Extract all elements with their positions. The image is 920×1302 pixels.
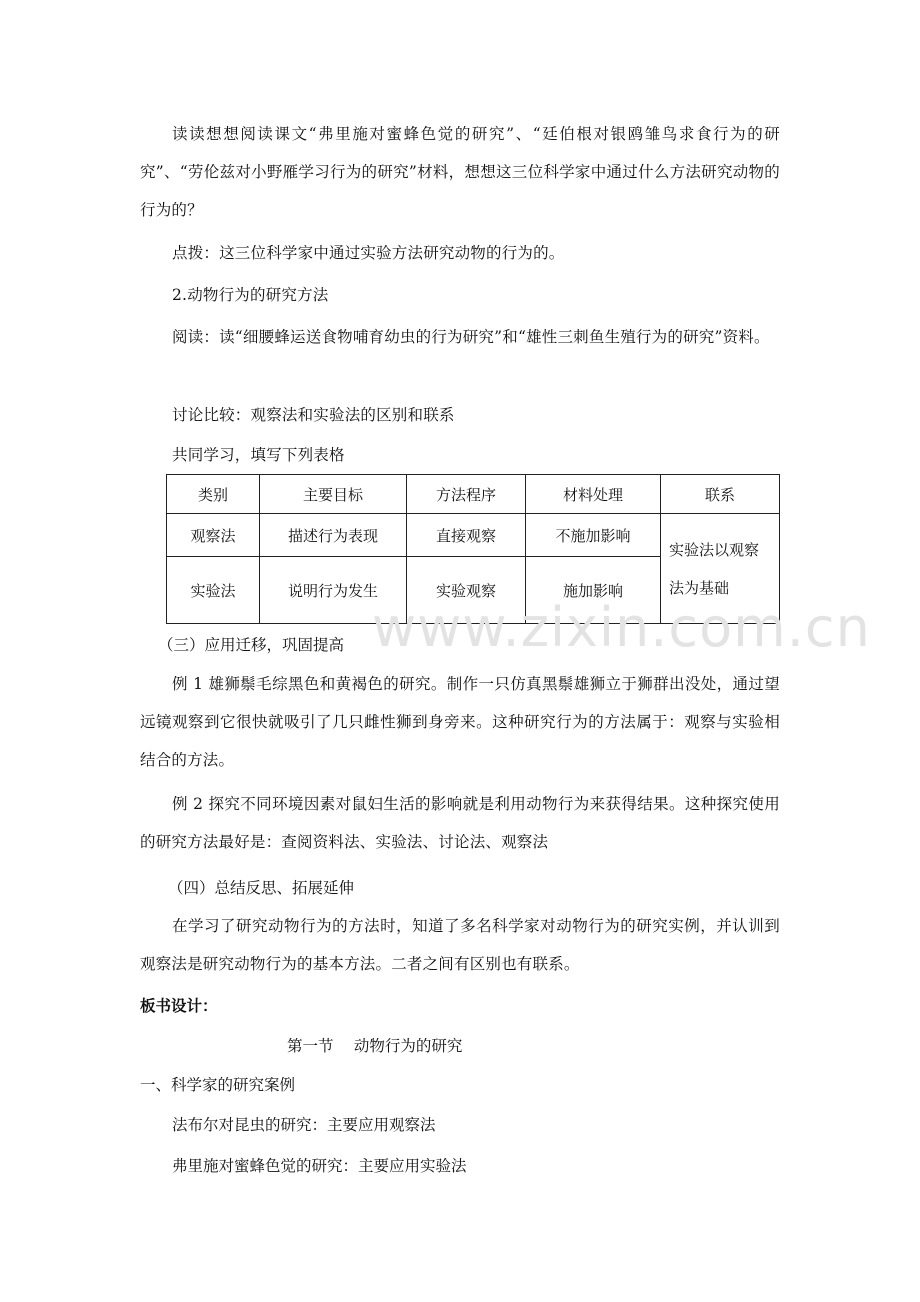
paragraph-example-2: 例 2 探究不同环境因素对鼠妇生活的影响就是利用动物行为来获得结果。这种探究使用的研究方法最好是：查阅资料法、实验法、讨论法、观察法 xyxy=(140,795,780,851)
table-header-cell: 联系 xyxy=(661,475,780,514)
table-cell: 施加影响 xyxy=(526,557,661,624)
paragraph-reading: 阅读：读“细腰蜂运送食物哺育幼虫的行为研究”和“雄性三刺鱼生殖行为的研究”资料。 xyxy=(172,328,770,346)
comparison-table xyxy=(166,474,780,624)
table-cell: 说明行为发生 xyxy=(260,557,407,624)
section-heading-research-methods: 2.动物行为的研究方法 xyxy=(172,286,329,304)
case-item: 法布尔对昆虫的研究：主要应用观察法 xyxy=(172,1116,436,1134)
table-header-cell: 主要目标 xyxy=(260,475,407,514)
table-link-cell: 实验法以观察法为基础 xyxy=(661,514,780,624)
lesson-title: 第一节 动物行为的研究 xyxy=(287,1037,463,1055)
outline-heading: 一、科学家的研究案例 xyxy=(140,1076,296,1094)
table-header-cell: 类别 xyxy=(167,475,260,514)
section-heading-summary: （四）总结反思、拓展延伸 xyxy=(168,879,355,897)
paragraph-example-1: 例 1 雄狮鬃毛综黑色和黄褐色的研究。制作一只仿真黑鬃雄狮立于狮群出没处，通过望远镜观察到它很快就吸引了几只雌性狮到身旁来。这种研究行为的方法属于：观察与实验相结合的方法。 xyxy=(140,675,780,769)
paragraph-read-think: 读读想想阅读课文“弗里施对蜜蜂色觉的研究”、“廷伯根对银鸥雏鸟求食行为的研究”、“劳伦兹对小野雁学习行为的研究”材料，想想这三位科学家中通过什么方法研究动物的行为的？ xyxy=(140,125,780,219)
table-cell: 描述行为表现 xyxy=(260,514,407,557)
table-row xyxy=(167,514,780,557)
table-cell: 直接观察 xyxy=(407,514,526,557)
table-cell: 不施加影响 xyxy=(526,514,661,557)
table-cell: 实验法 xyxy=(167,557,260,624)
table-header-cell: 材料处理 xyxy=(526,475,661,514)
paragraph-summary: 在学习了研究动物行为的方法时，知道了多名科学家对动物行为的研究实例，并认训到观察法是研究动物行为的基本方法。二者之间有区别也有联系。 xyxy=(140,917,780,973)
table-header-row xyxy=(167,475,780,514)
table-cell: 实验观察 xyxy=(407,557,526,624)
paragraph-hint: 点拨：这三位科学家中通过实验方法研究动物的行为的。 xyxy=(172,244,565,262)
paragraph-discussion: 讨论比较：观察法和实验法的区别和联系 xyxy=(172,406,455,424)
board-design-title: 板书设计： xyxy=(140,996,218,1015)
paragraph-study: 共同学习，填写下列表格 xyxy=(172,446,345,464)
section-heading-application: （三）应用迁移，巩固提高 xyxy=(158,636,345,654)
case-item: 弗里施对蜜蜂色觉的研究：主要应用实验法 xyxy=(172,1157,467,1175)
watermark: www.zixin.com.cn xyxy=(372,596,871,659)
table-cell: 观察法 xyxy=(167,514,260,557)
table-header-cell: 方法程序 xyxy=(407,475,526,514)
